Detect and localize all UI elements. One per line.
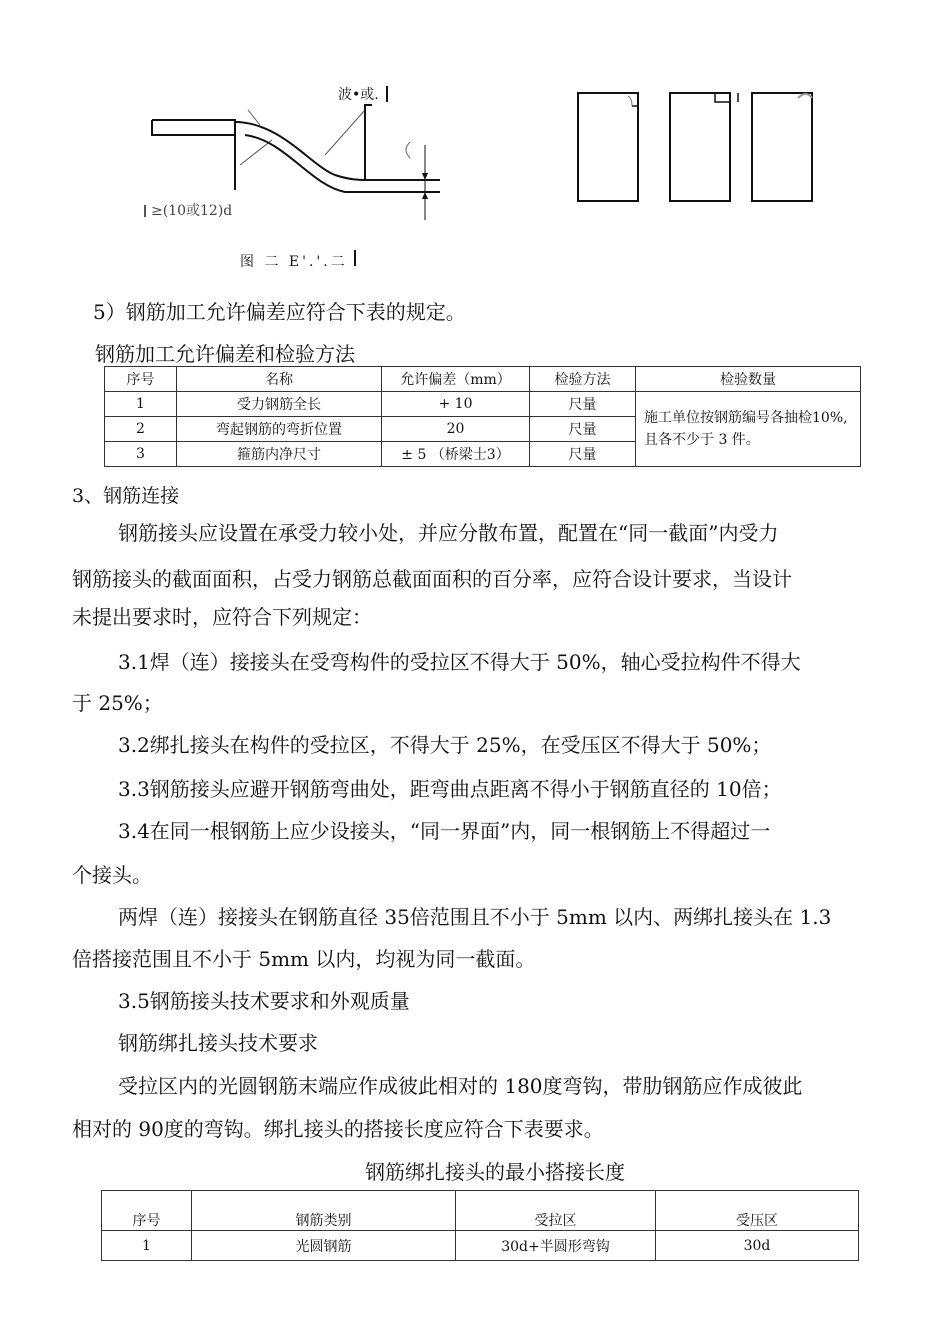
- quantity-note-cell: [636, 392, 861, 467]
- table-header-row: [105, 367, 861, 392]
- intro-line-3: 未提出要求时，应符合下列规定：: [72, 605, 372, 629]
- table-cell: 弯起钢筋的弯折位置: [177, 417, 382, 442]
- intro-line-1: 钢筋接头应设置在承受力较小处，并应分散布置，配置在“同一截面”内受力: [118, 521, 779, 545]
- figure-annotation-left-tick: [144, 205, 146, 217]
- item-5-text: 5）钢筋加工允许偏差应符合下表的规定。: [93, 300, 466, 324]
- table-cell: + 10: [382, 392, 530, 417]
- header-cell: 序号: [105, 367, 177, 392]
- rule-3-5: 3.5钢筋接头技术要求和外观质量: [118, 989, 410, 1013]
- rule-3-1-line-2: 于 25%；: [72, 691, 163, 715]
- table1-title: 钢筋加工允许偏差和检验方法: [95, 342, 355, 366]
- table-cell: 1: [105, 392, 177, 417]
- rule-3-4-line-2: 个接头。: [72, 863, 152, 887]
- rule-3-4-line-1: 3.4在同一根钢筋上应少设接头，“同一界面”内，同一根钢筋上不得超过一: [118, 819, 771, 843]
- paragraph-3-line-2: 相对的 90度的弯钩。绑扎接头的搭接长度应符合下表要求。: [72, 1117, 604, 1141]
- stirrup-figure: [570, 88, 820, 206]
- table-cell: 2: [105, 417, 177, 442]
- quantity-note: 施工单位按钢筋编号各抽检10%,且各不少于 3 件。: [644, 410, 848, 448]
- figure-caption-bar: [354, 250, 356, 266]
- table2-title: 钢筋绑扎接头的最小搭接长度: [365, 1160, 625, 1184]
- paragraph-2-line-2: 倍搭接范围且不小于 5mm 以内，均视为同一截面。: [72, 947, 536, 971]
- tolerance-table: [104, 366, 861, 467]
- table-cell: 1: [102, 1231, 192, 1261]
- rule-3-2: 3.2绑扎接头在构件的受拉区，不得大于 25%，在受压区不得大于 50%；: [118, 733, 772, 757]
- table-cell: 箍筋内净尺寸: [177, 442, 382, 467]
- header-cell: 检验方法: [530, 367, 636, 392]
- table-row: [102, 1231, 859, 1261]
- table-cell: 30d: [656, 1231, 859, 1261]
- header-cell: 名称: [177, 367, 382, 392]
- section-3-heading: 3、钢筋连接: [72, 485, 180, 507]
- figure-annotation-top: 波•或.: [338, 87, 379, 103]
- figure-caption: 图 二 E'.'.二: [240, 254, 348, 270]
- table-cell: 20: [382, 417, 530, 442]
- table-row: [105, 392, 861, 417]
- header-cell: 检验数量: [636, 367, 861, 392]
- header-cell: 钢筋类别: [192, 1191, 456, 1231]
- table-cell: 30d+半圆形弯钩: [456, 1231, 656, 1261]
- subheading: 钢筋绑扎接头技术要求: [118, 1031, 318, 1055]
- rule-3-1-line-1: 3.1焊（连）接接头在受弯构件的受拉区不得大于 50%，轴心受拉构件不得大: [118, 650, 801, 674]
- table-cell: ± 5 （桥梁士3）: [382, 442, 530, 467]
- rule-3-3: 3.3钢筋接头应避开钢筋弯曲处，距弯曲点距离不得小于钢筋直径的 10倍；: [118, 777, 782, 801]
- figure-annotation-left: ≥(10或12)d: [151, 203, 233, 219]
- table-cell: 3: [105, 442, 177, 467]
- table-cell: 受力钢筋全长: [177, 392, 382, 417]
- paragraph-3-line-1: 受拉区内的光圆钢筋末端应作成彼此相对的 180度弯钩，带肋钢筋应作成彼此: [118, 1074, 803, 1098]
- table-cell: 尺量: [530, 392, 636, 417]
- table-cell: 光圆钢筋: [192, 1231, 456, 1261]
- header-cell: 受拉区: [456, 1191, 656, 1231]
- header-cell: 序号: [102, 1191, 192, 1231]
- table-cell: 尺量: [530, 417, 636, 442]
- header-cell: 受压区: [656, 1191, 859, 1231]
- header-cell: 允许偏差（mm）: [382, 367, 530, 392]
- lap-length-table: [101, 1190, 859, 1261]
- table-cell: 尺量: [530, 442, 636, 467]
- intro-line-2: 钢筋接头的截面面积，占受力钢筋总截面面积的百分率，应符合设计要求，当设计: [72, 567, 792, 591]
- figure-annotation-top-bar: [386, 86, 388, 102]
- paragraph-2-line-1: 两焊（连）接接头在钢筋直径 35倍范围且不小于 5mm 以内、两绑扎接头在 1.3: [118, 905, 832, 929]
- table-header-row: [102, 1191, 859, 1231]
